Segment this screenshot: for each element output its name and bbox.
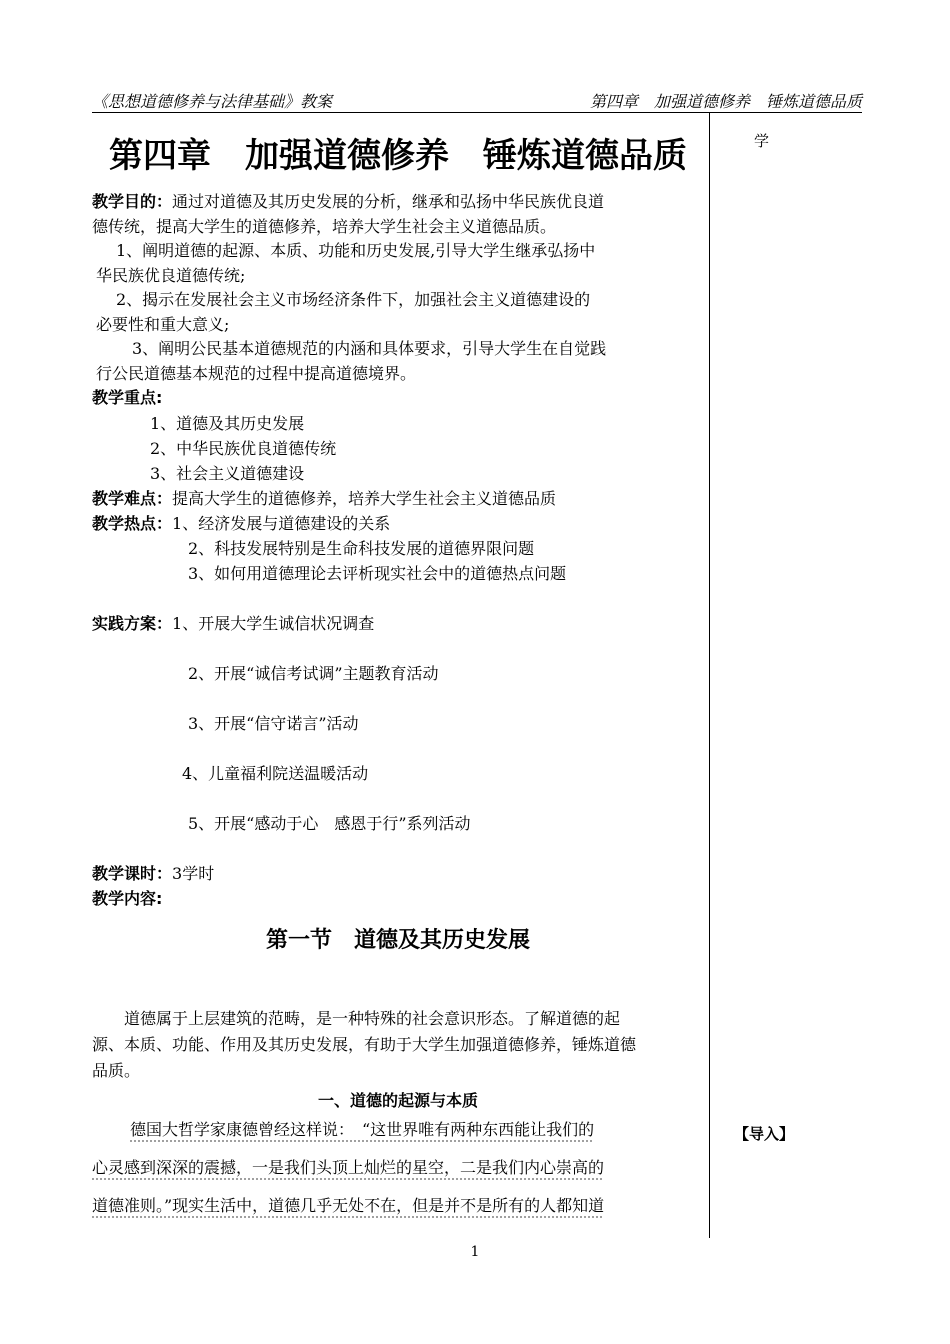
key-item-2: 2、中华民族优良道德传统: [150, 438, 337, 458]
hot-label: 教学热点：: [92, 513, 173, 533]
main-content: [92, 130, 704, 1225]
goals-text-2: 德传统，提高大学生的道德修养，培养大学生社会主义道德品质。: [92, 216, 557, 236]
practice-label: 实践方案：: [92, 613, 173, 633]
hot-item-3: 3、如何用道德理论去评析现实社会中的道德热点问题: [188, 563, 567, 583]
quote-paragraph: [92, 1111, 704, 1225]
practice-item-1: 1、开展大学生诚信状况调查: [172, 613, 375, 633]
difficulty-text: 提高大学生的道德修养，培养大学生社会主义道德品质: [172, 488, 557, 508]
goals-label: 教学目的：: [92, 192, 173, 211]
goal-item-3a: 3、阐明公民基本道德规范的内涵和具体要求，引导大学生在自觉践: [132, 339, 607, 358]
quote-line-2: 心灵感到深深的震撼，一是我们头顶上灿烂的星空，二是我们内心崇高的: [92, 1157, 605, 1177]
practice-item-5: 5、开展“感动于心 感恩于行”系列活动: [188, 813, 471, 833]
hours-text: 3学时: [172, 863, 215, 883]
goal-item-1a: 1、阐明道德的起源、本质、功能和历史发展,引导大学生继承弘扬中: [116, 241, 596, 260]
practice-item-4: 4、儿童福利院送温暖活动: [182, 763, 369, 783]
goal-item-3b: 行公民道德基本规范的过程中提高道德境界。: [96, 363, 417, 383]
intro-line-2: 源、本质、功能、作用及其历史发展，有助于大学生加强道德修养，锤炼道德: [92, 1034, 637, 1054]
hot-item-2: 2、科技发展特别是生命科技发展的道德界限问题: [188, 538, 535, 558]
practice-item-3: 3、开展“信守诺言”活动: [188, 713, 359, 733]
goals-block: [92, 190, 704, 386]
goal-item-2a: 2、揭示在发展社会主义市场经济条件下，加强社会主义道德建设的: [116, 290, 591, 309]
goals-text-1: 通过对道德及其历史发展的分析，继承和弘扬中华民族优良道: [172, 192, 605, 211]
hours-label: 教学课时：: [92, 863, 173, 883]
goal-item-1b: 华民族优良道德传统;: [96, 265, 246, 285]
margin-note-intro: 【导入】: [734, 1125, 795, 1143]
key-item-3: 3、社会主义道德建设: [150, 463, 305, 483]
section-title: 第一节 道德及其历史发展: [265, 927, 530, 953]
hot-item-1: 1、经济发展与道德建设的关系: [172, 513, 391, 533]
header-doc-title: 《思想道德修养与法律基础》教案: [92, 92, 333, 111]
margin-note-top: 学: [754, 132, 770, 150]
practice-item-2: 2、开展“诚信考试调”主题教育活动: [188, 663, 439, 683]
intro-paragraph: [92, 1006, 704, 1084]
chapter-title: 第四章 加强道德修养 锤炼道德品质: [109, 136, 687, 176]
margin-divider: [709, 113, 710, 1238]
intro-line-1: 道德属于上层建筑的范畴，是一种特殊的社会意识形态。了解道德的起: [124, 1008, 621, 1028]
intro-line-3: 品质。: [92, 1060, 141, 1080]
content-label: 教学内容:: [92, 888, 163, 908]
subsection-title: 一、道德的起源与本质: [317, 1090, 478, 1110]
page-header: [92, 86, 862, 113]
key-label: 教学重点:: [92, 388, 163, 407]
goal-item-2b: 必要性和重大意义;: [96, 314, 230, 334]
difficulty-label: 教学难点：: [92, 488, 173, 508]
key-item-1: 1、道德及其历史发展: [150, 413, 305, 433]
quote-line-3: 道德准则。”现实生活中，道德几乎无处不在，但是并不是所有的人都知道: [92, 1195, 605, 1215]
page-number: 1: [470, 1244, 480, 1260]
header-chapter-title: 第四章 加强道德修养 锤炼道德品质: [589, 92, 862, 111]
quote-line-1: 德国大哲学家康德曾经这样说： “这世界唯有两种东西能让我们的: [130, 1119, 595, 1139]
